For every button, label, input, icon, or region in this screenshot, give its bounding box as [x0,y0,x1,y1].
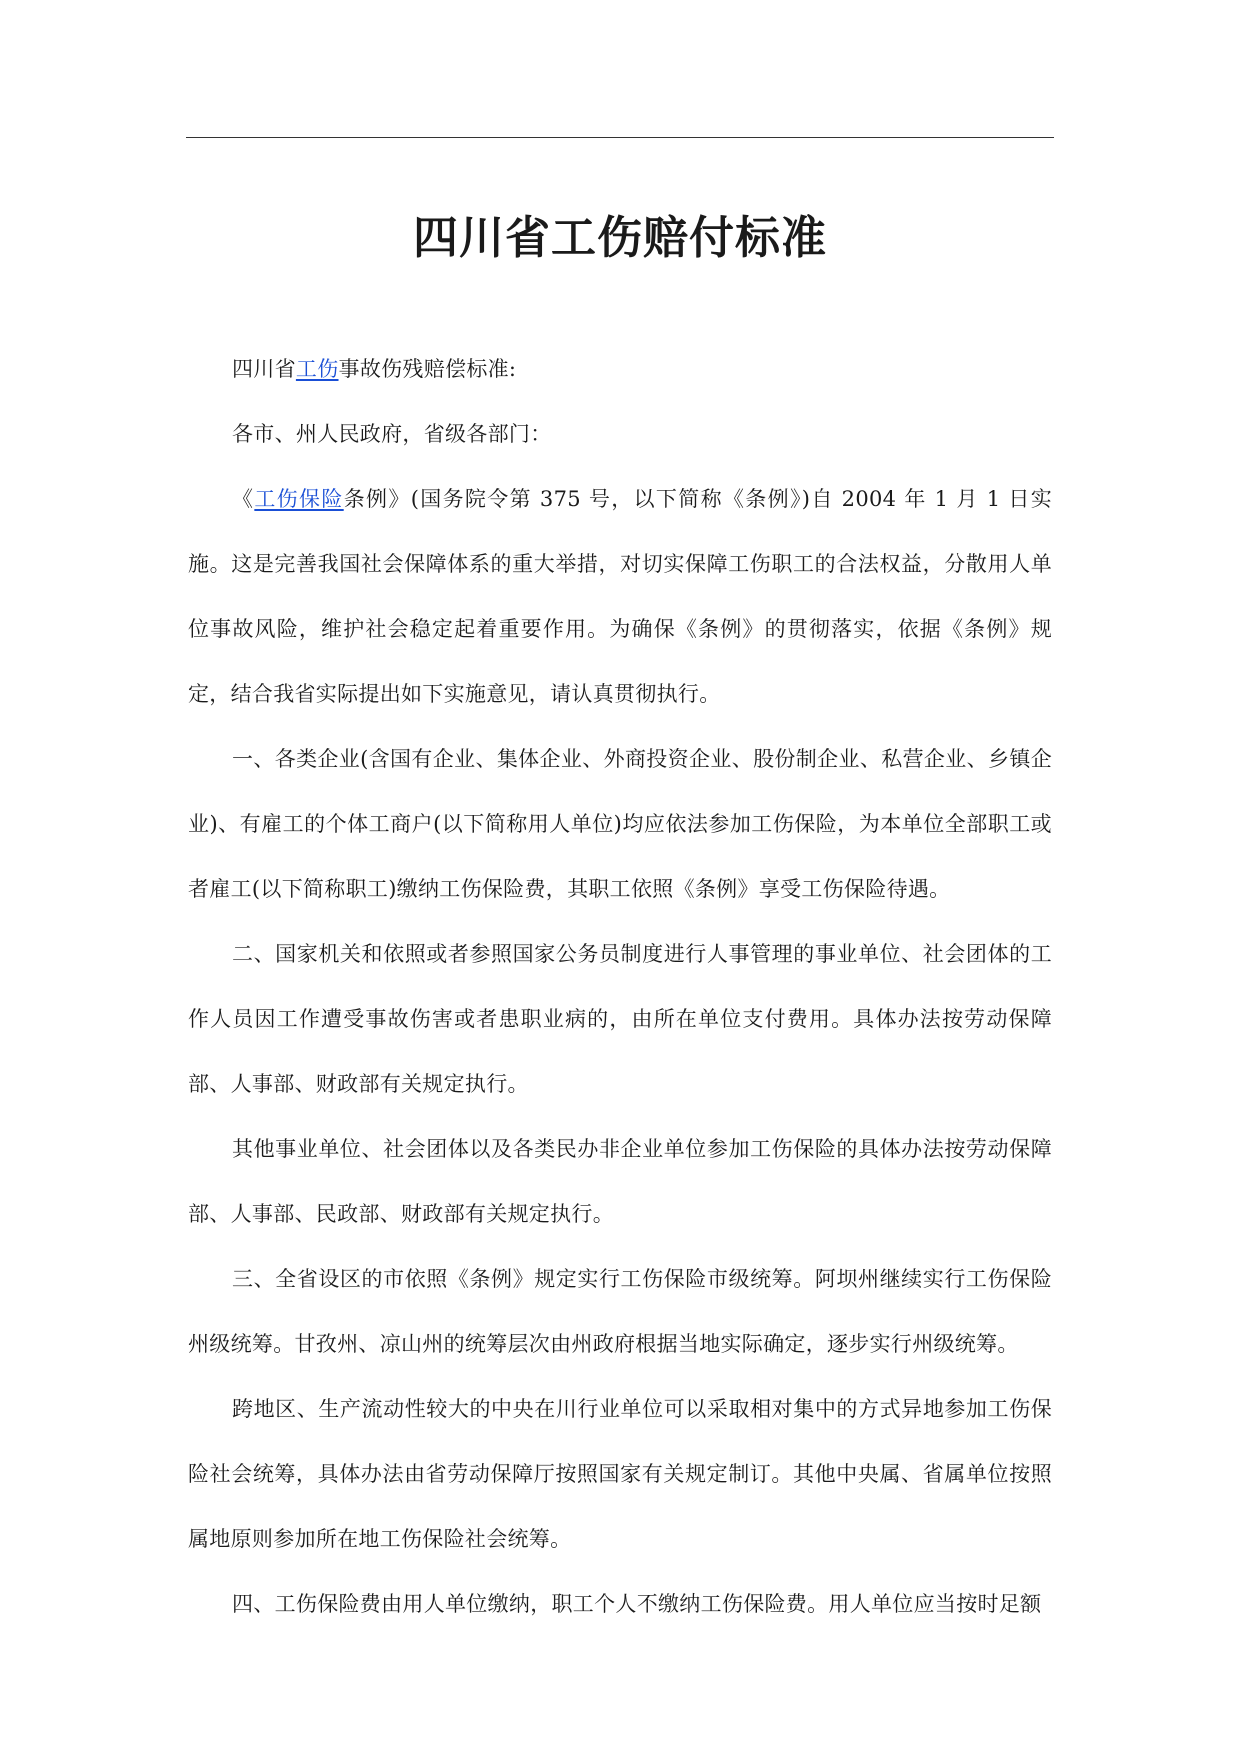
paragraph-section-one [188,727,1052,922]
text-segment: 二、国家机关和依照或者参照国家公务员制度进行人事管理的事业单位、社会团体的工作人员因工作遭受事故伤害或者患职业病的，由所在单位支付费用。具体办法按劳动保障部、人事部、财政部有关规定执行。 [188,942,1052,1096]
text-segment: 三、全省设区的市依照《条例》规定实行工伤保险市级统筹。阿坝州继续实行工伤保险州级统筹。甘孜州、凉山州的统筹层次由州政府根据当地实际确定，逐步实行州级统筹。 [188,1267,1052,1356]
paragraph-section-four [188,1572,1052,1637]
header-rule [186,137,1054,138]
text-segment: 《 [232,487,255,511]
text-segment: 四川省 [232,357,296,381]
text-segment: 各市、州人民政府，省级各部门： [232,422,552,446]
paragraph-intro-heading [188,337,1052,402]
document-body [188,337,1052,1637]
paragraph-section-two [188,922,1052,1117]
paragraph-regulation-intro [188,467,1052,727]
text-segment: 其他事业单位、社会团体以及各类民办非企业单位参加工伤保险的具体办法按劳动保障部、人事部、民政部、财政部有关规定执行。 [188,1137,1052,1226]
inline-link[interactable]: 工伤保险 [254,487,344,511]
paragraph-section-three [188,1247,1052,1377]
text-segment: 四、工伤保险费由用人单位缴纳，职工个人不缴纳工伤保险费。用人单位应当按时足额 [232,1592,1042,1616]
inline-link[interactable]: 工伤 [295,357,339,381]
text-segment: 事故伤残赔偿标准: [338,357,517,381]
paragraph-section-two-other [188,1117,1052,1247]
text-segment: 跨地区、生产流动性较大的中央在川行业单位可以采取相对集中的方式异地参加工伤保险社会统筹，具体办法由省劳动保障厅按照国家有关规定制订。其他中央属、省属单位按照属地原则参加所在地工伤保险社会统筹。 [188,1397,1052,1551]
text-segment: 一、各类企业(含国有企业、集体企业、外商投资企业、股份制企业、私营企业、乡镇企业)、有雇工的个体工商户(以下简称用人单位)均应依法参加工伤保险，为本单位全部职工或者雇工(以下简称职工)缴纳工伤保险费，其职工依照《条例》享受工伤保险待遇。 [188,747,1052,901]
paragraph-section-three-cross-region [188,1377,1052,1572]
document-title: 四川省工伤赔付标准 [412,211,827,264]
paragraph-salutation [188,402,1052,467]
text-segment: 条例》(国务院令第 375 号，以下简称《条例》)自 2004 年 1 月 1 日实施。这是完善我国社会保障体系的重大举措，对切实保障工伤职工的合法权益，分散用人单位事故风险，维护社会稳定起着重要作用。为确保《条例》的贯彻落实，依据《条例》规定，结合我省实际提出如下实施意见，请认真贯彻执行。 [188,487,1052,706]
